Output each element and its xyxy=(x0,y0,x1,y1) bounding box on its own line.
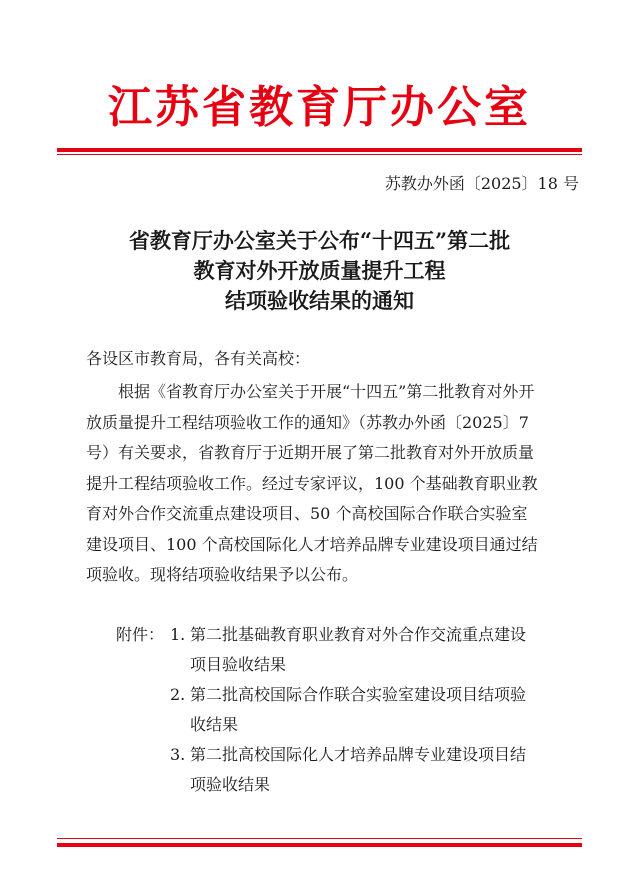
notice-title xyxy=(0,226,639,316)
salutation: 各设区市教育局，各有关高校： xyxy=(86,349,311,368)
body-paragraph xyxy=(86,377,564,591)
attachment-text xyxy=(190,680,576,740)
attachment-item xyxy=(116,740,576,800)
attachment-number: 3. xyxy=(170,745,186,764)
attachment-item xyxy=(116,620,576,680)
attachment-line: 第二批高校国际合作联合实验室建设项目结项验 xyxy=(190,685,527,704)
body-line: 号）有关要求，省教育厅于近期开展了第二批教育对外开放质量 xyxy=(86,443,535,462)
attachment-number: 1. xyxy=(170,625,186,644)
attachment-line: 第二批高校国际化人才培养品牌专业建设项目结 xyxy=(190,745,527,764)
body-line: 育对外合作交流重点建设项目、50 个高校国际合作联合实验室 xyxy=(86,504,528,523)
attachment-line: 项验收结果 xyxy=(190,775,271,794)
body-line: 放质量提升工程结项验收工作的通知》（苏教办外函〔2025〕7 xyxy=(86,412,529,432)
body-line: 提升工程结项验收工作。经过专家评议，100 个基础教育职业教 xyxy=(86,473,538,493)
attachment-line: 收结果 xyxy=(190,715,239,734)
body-line: 项验收。现将结项验收结果予以公布。 xyxy=(86,565,359,584)
masthead-title: 江苏省教育厅办公室 xyxy=(108,82,531,133)
attachment-list xyxy=(116,620,576,800)
header-red-rule-thick xyxy=(57,148,582,152)
attachment-line: 项目验收结果 xyxy=(190,655,287,674)
notice-title-line: 教育对外开放质量提升工程 xyxy=(193,258,446,283)
attachment-item xyxy=(116,680,576,740)
body-line: 建设项目、100 个高校国际化人才培养品牌专业建设项目通过结 xyxy=(86,534,538,554)
attachment-text xyxy=(190,620,576,680)
notice-title-line: 省教育厅办公室关于公布“十四五”第二批 xyxy=(128,228,511,253)
document-number: 苏教办外函〔2025〕18 号 xyxy=(384,174,579,193)
attachment-text xyxy=(190,740,576,800)
attachment-line: 第二批基础教育职业教育对外合作交流重点建设 xyxy=(190,625,527,644)
attachment-label: 附件： xyxy=(116,625,165,644)
attachment-number: 2. xyxy=(170,685,186,704)
footer-red-rule-thin xyxy=(57,838,582,839)
body-line: 根据《省教育厅办公室关于开展“十四五”第二批教育对外开 xyxy=(118,382,535,401)
header-red-rule-thin xyxy=(57,154,582,155)
footer-red-rule-thick xyxy=(57,843,582,847)
notice-title-line: 结项验收结果的通知 xyxy=(225,288,414,313)
